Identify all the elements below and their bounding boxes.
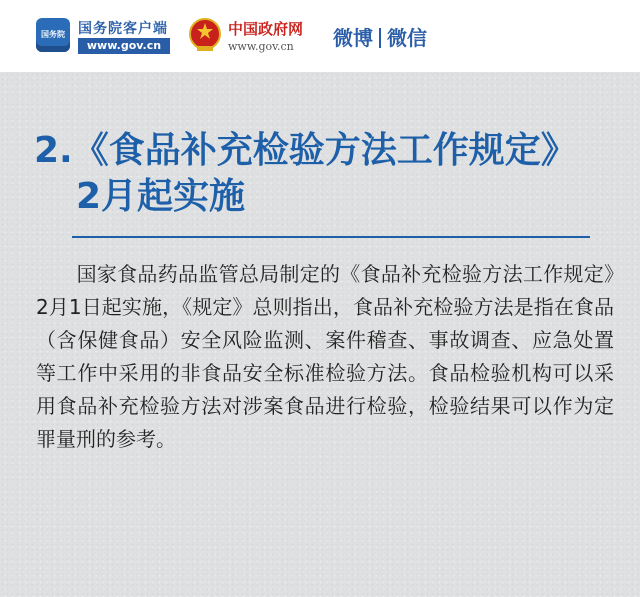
- title-divider: [72, 236, 590, 238]
- gov-site-url: www.gov.cn: [228, 40, 294, 53]
- app-url-badge: www.gov.cn: [78, 38, 170, 54]
- header-bar: [0, 0, 640, 72]
- app-name: 国务院客户端: [78, 21, 168, 37]
- article-paragraph: [36, 258, 614, 456]
- weixin-link[interactable]: 微信: [387, 26, 427, 50]
- gov-site-name: 中国政府网: [228, 20, 304, 38]
- social-divider: [379, 28, 381, 48]
- article-title-line1: 2.《食品补充检验方法工作规定》: [34, 130, 577, 171]
- state-council-app-icon: [36, 18, 70, 52]
- weibo-link[interactable]: 微博: [333, 26, 373, 50]
- article-title-line2: 2月起实施: [76, 176, 246, 217]
- national-emblem-icon: [188, 16, 222, 54]
- article-body: [36, 258, 614, 456]
- social-links: [333, 22, 427, 51]
- app-logo-text: 国务院: [41, 30, 65, 39]
- article-body-text: 国家食品药品监管总局制定的《食品补充检验方法工作规定》2月1日起实施，《规定》总则指出，食品补充检验方法是指在食品（含保健食品）安全风险监测、案件稽查、事故调查、应急处置等工作中采用的非食品安全标准检验方法。食品检验机构可以采用食品补充检验方法对涉案食品进行检验，检验结果可以作为定罪量刑的参考。: [36, 262, 615, 451]
